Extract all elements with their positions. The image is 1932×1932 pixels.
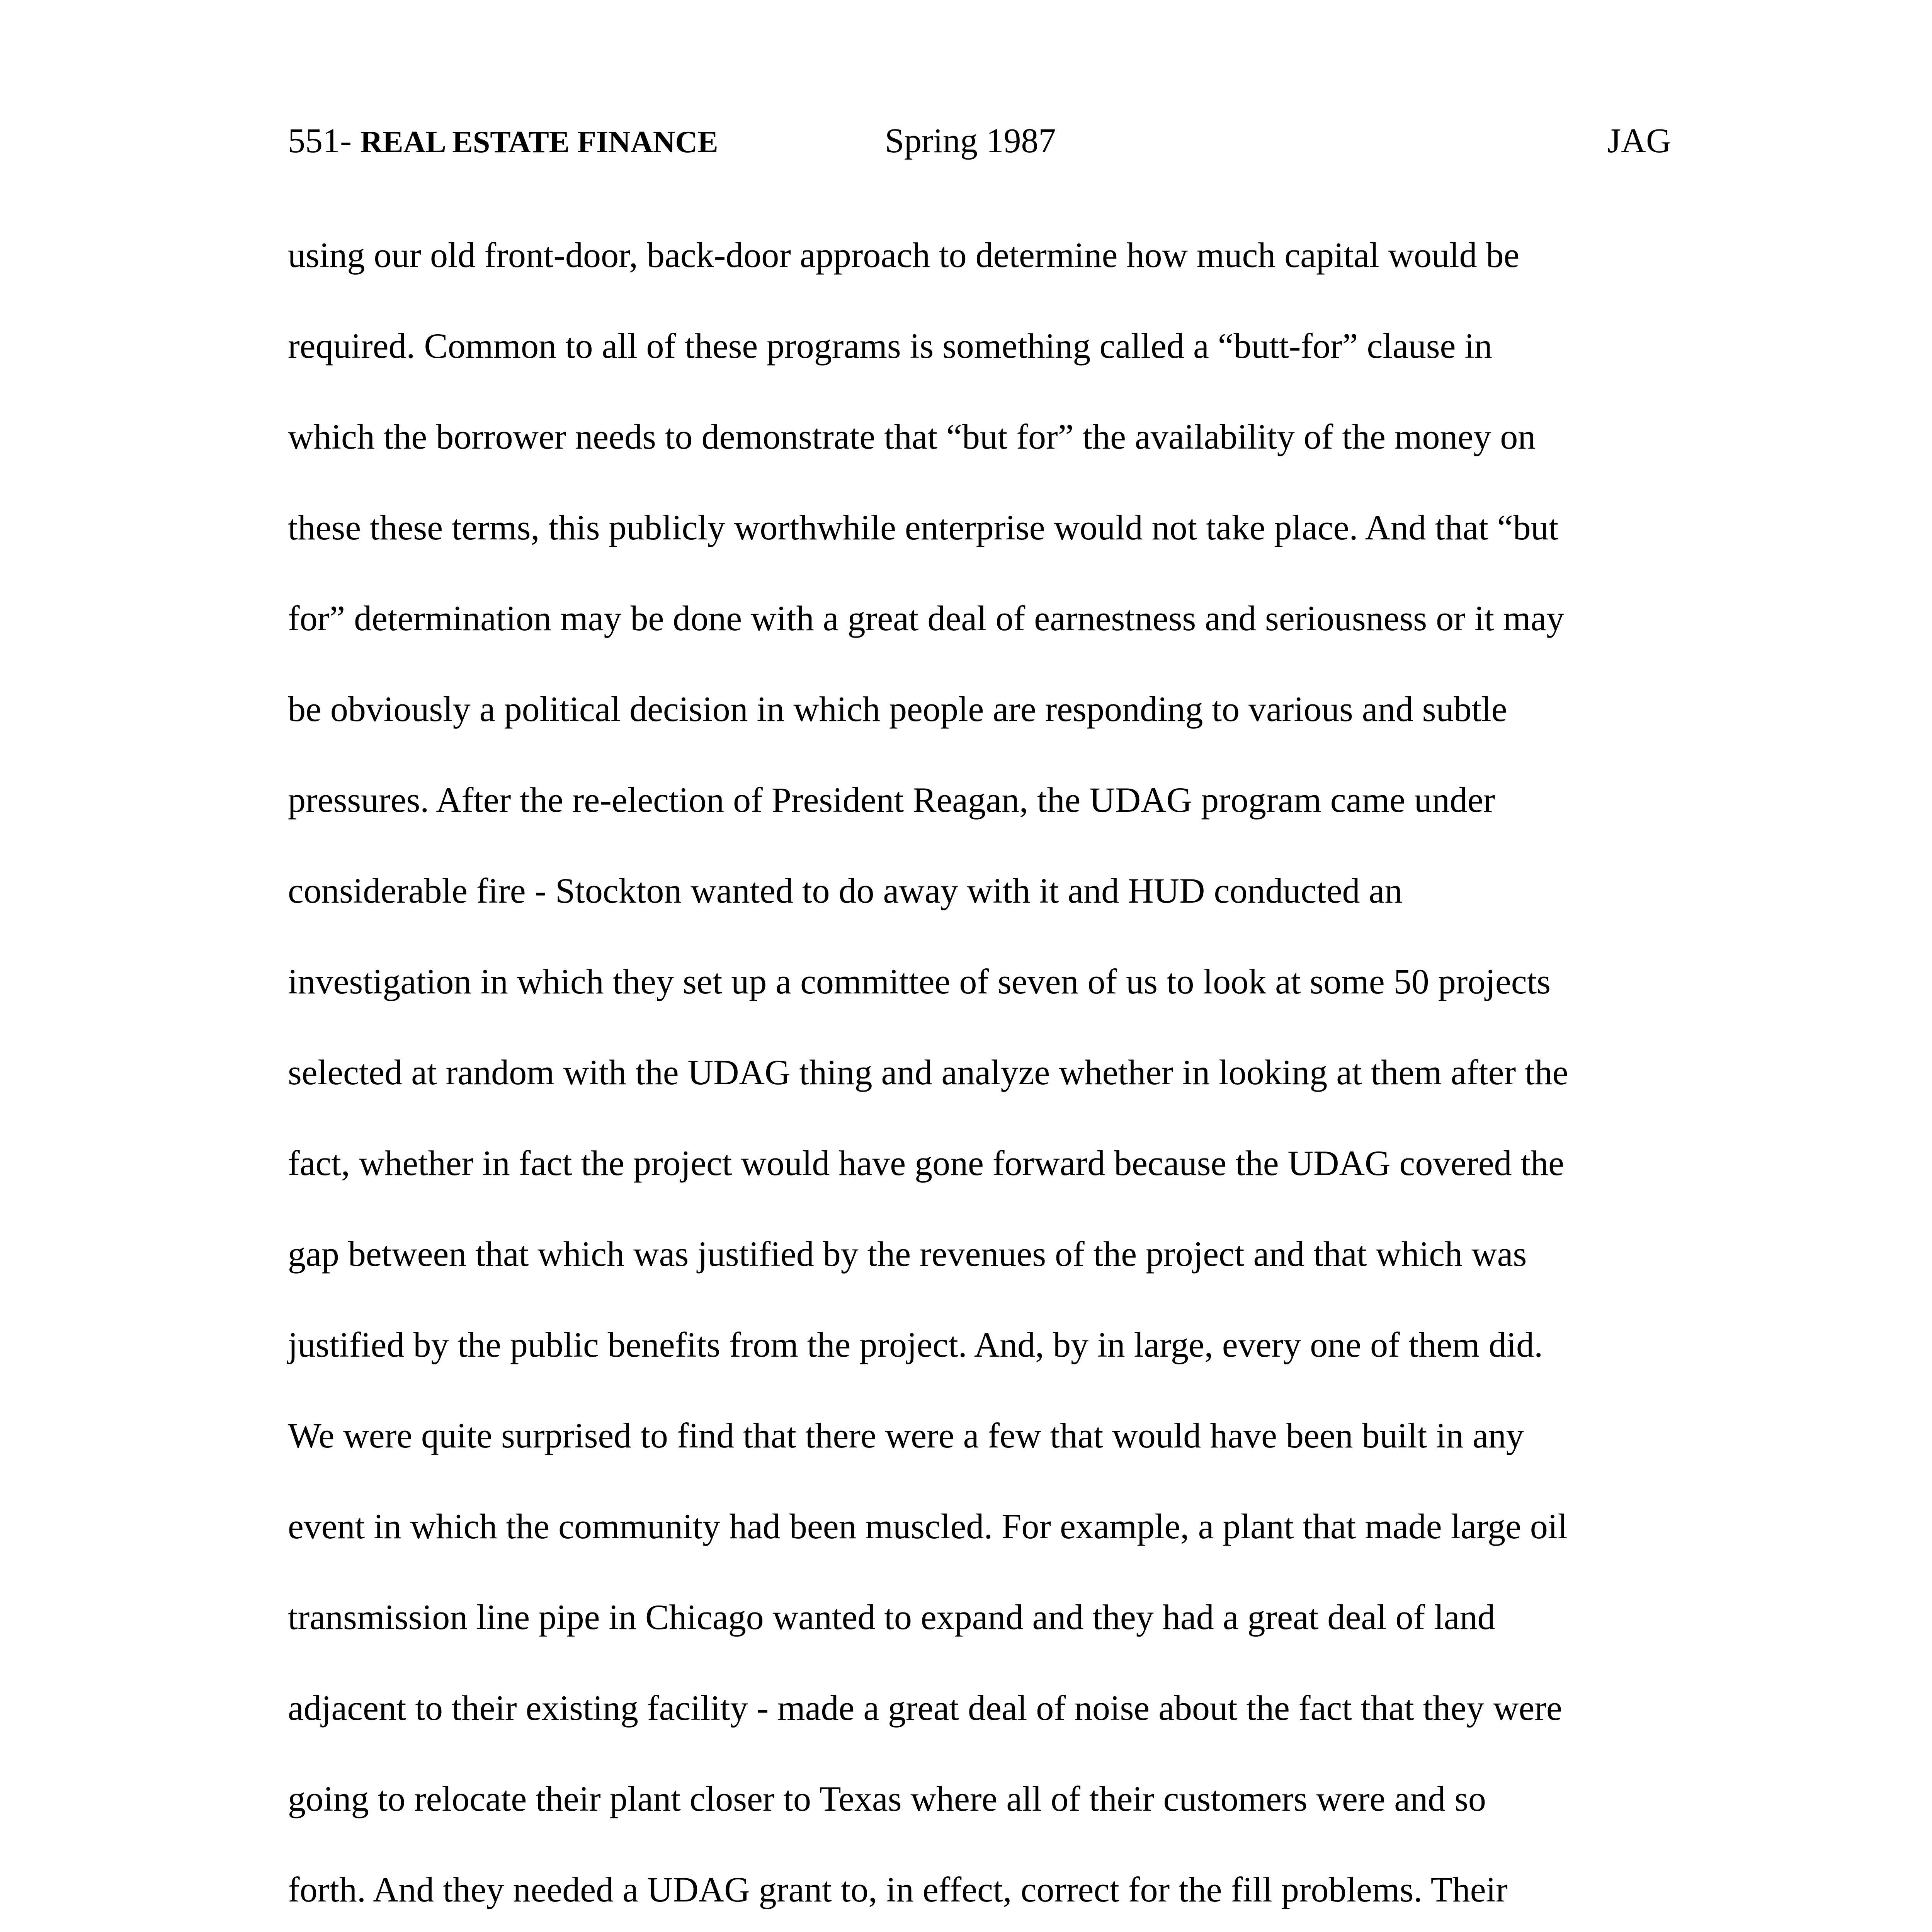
text-line: considerable fire - Stockton wanted to do away with it and HUD conducted an [288,871,1403,910]
text-line: forth. And they needed a UDAG grant to, in effect, correct for the fill problems. Their [288,1870,1508,1909]
course-title [288,116,718,167]
course-name: REAL ESTATE FINANCE [360,125,718,159]
text-line: justified by the public benefits from the project. And, by in large, every one of them did. [288,1325,1543,1364]
body-text [288,228,1679,1932]
text-line: pressures. After the re-election of President Reagan, the UDAG program came under [288,780,1495,820]
text-line: these these terms, this publicly worthwhile enterprise would not take place. And that “but [288,508,1559,547]
text-line: transmission line pipe in Chicago wanted to expand and they had a great deal of land [288,1597,1495,1637]
text-line: which the borrower needs to demonstrate that “but for” the availability of the money on [288,417,1536,456]
text-line: adjacent to their existing facility - made a great deal of noise about the fact that they were [288,1688,1562,1728]
author-initials: JAG [1607,122,1671,160]
text-line: for” determination may be done with a great deal of earnestness and seriousness or it may [288,599,1565,638]
text-line: selected at random with the UDAG thing and analyze whether in looking at them after the [288,1053,1568,1092]
text-line: investigation in which they set up a committee of seven of us to look at some 50 projects [288,962,1551,1001]
term: Spring 1987 [885,122,1056,160]
text-line: gap between that which was justified by the revenues of the project and that which was [288,1234,1527,1274]
text-line: using our old front-door, back-door approach to determine how much capital would be [288,235,1520,275]
text-line: We were quite surprised to find that there were a few that would have been built in any [288,1416,1524,1455]
page-header [288,116,1671,166]
text-line: going to relocate their plant closer to Texas where all of their customers were and so [288,1779,1486,1818]
text-line: event in which the community had been muscled. For example, a plant that made large oil [288,1507,1568,1546]
text-line: fact, whether in fact the project would have gone forward because the UDAG covered the [288,1143,1564,1183]
text-line: required. Common to all of these programs is something called a “butt-for” clause in [288,326,1492,366]
text-line: be obviously a political decision in which people are responding to various and subtle [288,689,1507,729]
course-number: 551- [288,122,361,160]
